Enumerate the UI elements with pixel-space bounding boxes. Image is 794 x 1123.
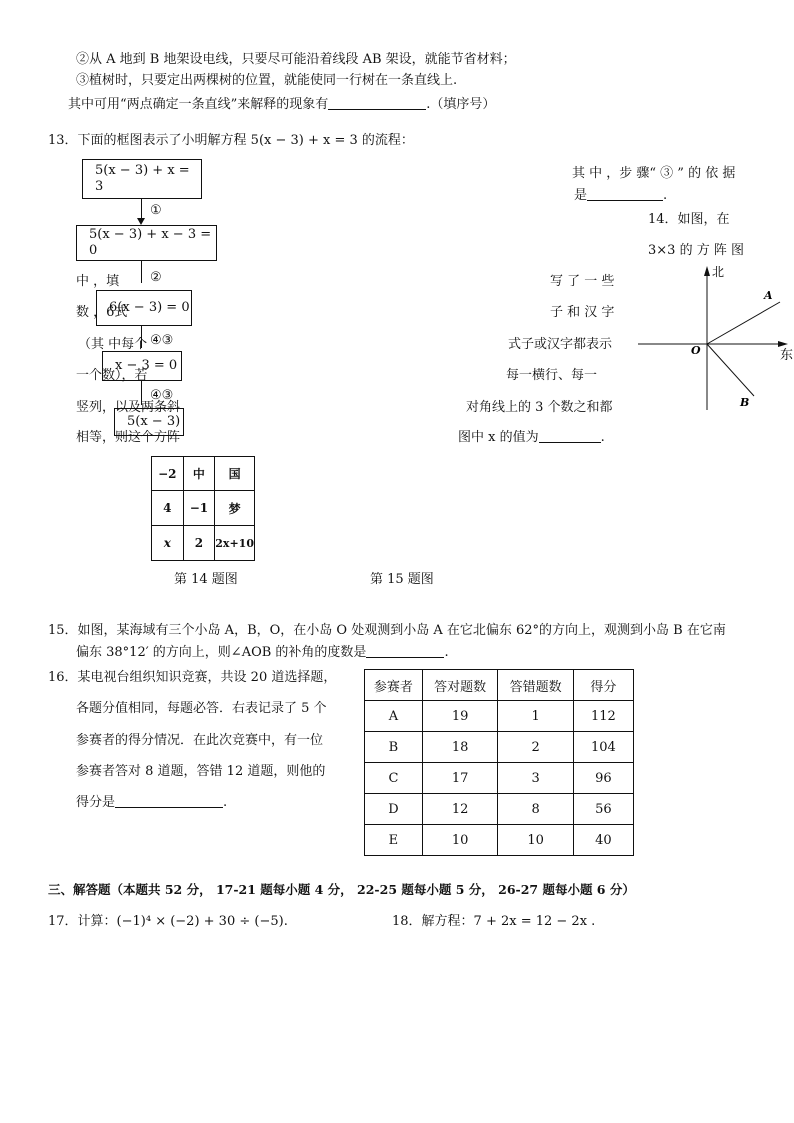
q15-line-1: 15．如图，某海域有三个小岛 A，B，O，在小岛 O 处观测到小岛 A 在它北偏东 62°的方向上，观测到小岛 B 在它南 <box>48 623 726 638</box>
table-cell: 112 <box>573 701 633 732</box>
flow-arrow-1 <box>141 199 142 219</box>
q14-right-2: 子 和 汉 字 <box>550 305 615 320</box>
q12-answer-blank[interactable] <box>328 97 426 110</box>
q15-prompt: 偏东 38°12′ 的方向上，则∠AOB 的补角的度数是 <box>76 645 367 660</box>
q14-left-3: （其 中每个 <box>78 337 148 352</box>
table-header: 参赛者 <box>365 670 423 701</box>
q12-prompt-text: 其中可用“两点确定一条直线”来解释的现象有 <box>68 97 329 112</box>
grid-row <box>152 526 255 561</box>
grid-cell: 中 <box>183 457 215 491</box>
q14-right-5: 对角线上的 3 个数之和都 <box>466 400 613 415</box>
east-arrow-icon <box>778 341 788 347</box>
north-arrow-icon <box>704 266 710 276</box>
table-row <box>365 701 634 732</box>
q14-left-1: 中 ，填 <box>76 274 120 289</box>
q14-left-4: 一个数），若 <box>76 368 148 383</box>
flow-step-4: ④③ <box>150 388 174 403</box>
table-cell: 12 <box>422 794 498 825</box>
point-a-label: A <box>764 289 773 302</box>
magic-square-grid <box>151 456 255 561</box>
q14-answer-blank[interactable] <box>539 430 601 443</box>
table-cell: 40 <box>573 825 633 856</box>
grid-cell: 2 <box>183 526 215 561</box>
q14-right-6: 图中 x 的值为 . <box>458 430 605 445</box>
point-b-label: B <box>740 396 750 409</box>
origin-label: O <box>691 344 701 357</box>
q16-line-2: 各题分值相同，每题必答．右表记录了 5 个 <box>76 701 327 716</box>
table-cell: 3 <box>498 763 574 794</box>
q16-line-4: 参赛者答对 8 道题，答错 12 道题，则他的 <box>76 764 326 779</box>
table-cell: 19 <box>422 701 498 732</box>
q16-line-1: 16．某电视台组织知识竞赛，共设 20 道选择题， <box>48 670 337 685</box>
q12-prompt <box>68 97 495 113</box>
table-header: 得分 <box>573 670 633 701</box>
compass-figure <box>630 262 794 412</box>
q14-line-1: 14．如图，在 <box>648 212 730 227</box>
table-row <box>365 732 634 763</box>
flow-box-4: x − 3 = 0 <box>102 351 182 381</box>
grid-cell: −1 <box>183 491 215 526</box>
table-cell: 2 <box>498 732 574 763</box>
q16-line-5: 得分是 . <box>76 795 228 810</box>
table-cell: 10 <box>422 825 498 856</box>
arrow-down-icon <box>137 218 145 225</box>
q16-prompt: 得分是 <box>76 795 116 810</box>
q14-line-2: 3×3 的 方 阵 图 <box>648 243 744 258</box>
ray-ob <box>707 344 754 396</box>
ray-oa <box>707 302 780 344</box>
section-3-title: 三、解答题（本题共 52 分， 17-21 题每小题 4 分， 22-25 题每小题 5 分， 26-27 题每小题 6 分） <box>48 882 635 897</box>
q15-answer-blank[interactable] <box>366 645 444 658</box>
q13-intro: 13．下面的框图表示了小明解方程 5(x − 3) + x = 3 的流程： <box>48 133 414 148</box>
table-cell: 104 <box>573 732 633 763</box>
table-cell: 18 <box>422 732 498 763</box>
grid-cell: x <box>152 526 184 561</box>
q17-text: 17．计算：(−1)⁴ × (−2) + 30 ÷ (−5). <box>48 914 288 929</box>
north-label: 北 <box>712 265 725 279</box>
flow-step-3: ④③ <box>150 333 174 348</box>
table-cell: 8 <box>498 794 574 825</box>
q12-item-2: ②从 A 地到 B 地架设电线，只要尽可能沿着线段 AB 架设，就能节省材料； <box>76 52 516 67</box>
q14-prompt: 图中 x 的值为 <box>458 430 539 445</box>
table-cell: A <box>365 701 423 732</box>
table-cell: C <box>365 763 423 794</box>
q12-suffix: .（填序号） <box>426 97 496 112</box>
q15-line-2: 偏东 38°12′ 的方向上，则∠AOB 的补角的度数是 . <box>76 645 449 660</box>
q13-question: 其 中 ，步 骤“ ③ ” 的 依 据 <box>572 166 736 181</box>
table-cell: 1 <box>498 701 574 732</box>
table-cell: 10 <box>498 825 574 856</box>
grid-row <box>152 491 255 526</box>
flow-step-2: ② <box>150 270 162 285</box>
grid-cell: 4 <box>152 491 184 526</box>
table-header-row <box>365 670 634 701</box>
flow-box-5: 5(x − 3) <box>114 408 184 436</box>
flow-box-3: 6(x − 3) = 0 <box>96 290 192 326</box>
q13-answer-end: . <box>663 188 668 203</box>
grid-row <box>152 457 255 491</box>
q14-right-4: 每一横行、每一 <box>506 368 598 383</box>
table-row <box>365 763 634 794</box>
q13-answer-prefix: 是 <box>574 188 588 203</box>
flow-box-2: 5(x − 3) + x − 3 = 0 <box>76 225 217 261</box>
flow-box-1: 5(x − 3) + x = 3 <box>82 159 202 199</box>
q13-answer-blank[interactable] <box>587 188 663 201</box>
table-cell: 96 <box>573 763 633 794</box>
q14-left-5: 竖列，以及两条斜 <box>76 400 181 415</box>
q14-right-1: 写 了 一 些 <box>550 274 615 289</box>
table-cell: D <box>365 794 423 825</box>
flow-step-1: ① <box>150 203 162 218</box>
q16-answer-blank[interactable] <box>115 795 223 808</box>
table-header: 答错题数 <box>498 670 574 701</box>
table-header: 答对题数 <box>422 670 498 701</box>
east-label: 东 <box>780 348 794 363</box>
grid-cell: 2x+10 <box>215 526 255 561</box>
table-cell: 56 <box>573 794 633 825</box>
flow-arrow-2 <box>141 261 142 283</box>
table-cell: B <box>365 732 423 763</box>
table-cell: E <box>365 825 423 856</box>
q12-item-3: ③植树时，只要定出两棵树的位置，就能使同一行树在一条直线上. <box>76 73 458 88</box>
q14-left-2: 数 ，6式 <box>76 305 128 320</box>
grid-cell: 国 <box>215 457 255 491</box>
table-row <box>365 825 634 856</box>
q14-left-6: 相等，则这个方阵 <box>76 430 181 445</box>
q13-answer-line <box>574 188 667 204</box>
table-cell: 17 <box>422 763 498 794</box>
q18-text: 18．解方程：7 + 2x = 12 − 2x . <box>392 914 596 929</box>
table-row <box>365 794 634 825</box>
grid-cell: 梦 <box>215 491 255 526</box>
score-table <box>364 669 634 856</box>
q16-line-3: 参赛者的得分情况．在此次竞赛中，有一位 <box>76 733 324 748</box>
q15-caption: 第 15 题图 <box>370 572 434 587</box>
grid-cell: −2 <box>152 457 184 491</box>
q14-caption: 第 14 题图 <box>174 572 238 587</box>
q14-right-3: 式子或汉字都表示 <box>508 337 613 352</box>
